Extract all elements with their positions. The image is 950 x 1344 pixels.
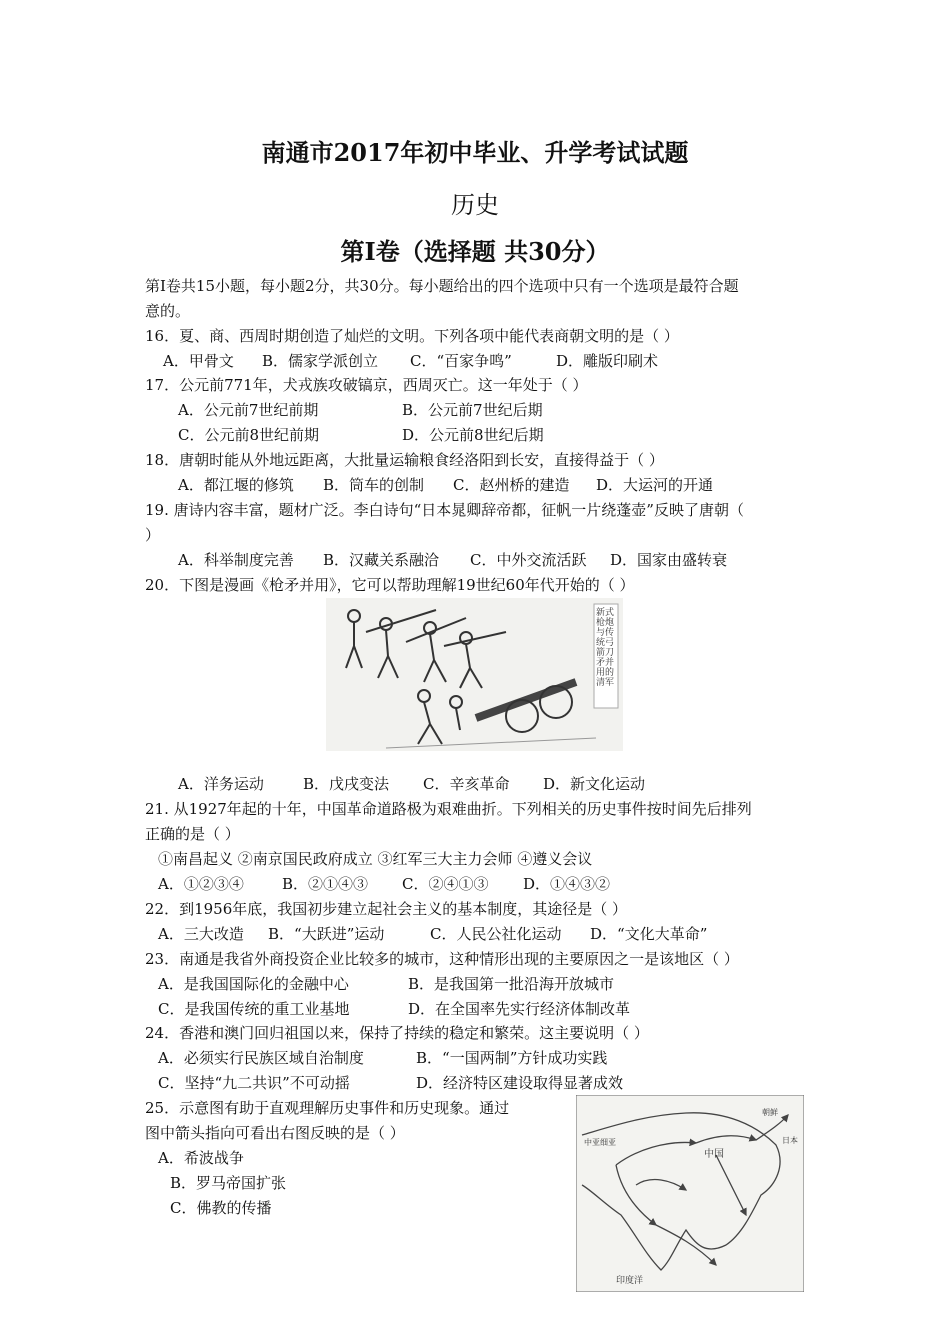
q20-option-c: C．辛亥革命: [423, 775, 510, 793]
q19-option-c: C．中外交流活跃: [470, 551, 587, 569]
q24-option-b: B．“一国两制”方针成功实践: [416, 1049, 608, 1067]
cartoon-image: [326, 598, 623, 751]
q23-option-b: B．是我国第一批沿海开放城市: [408, 975, 615, 993]
q16-stem: 16．夏、商、西周时期创造了灿烂的文明。下列各项中能代表商朝文明的是（ ）: [145, 327, 679, 345]
q24-option-d: D．经济特区建设取得显著成效: [416, 1074, 624, 1092]
q22-option-d: D．“文化大革命”: [590, 925, 708, 943]
cartoon-caption: 新式枪炮与传统弓箭刀矛并用的清军: [596, 608, 615, 688]
q19-option-b: B．汉藏关系融洽: [323, 551, 440, 569]
q18-option-d: D．大运河的开通: [596, 476, 714, 494]
q22-option-a: A．三大改造: [158, 925, 244, 943]
q23-option-a: A．是我国国际化的金融中心: [158, 975, 349, 993]
q24-stem: 24．香港和澳门回归祖国以来，保持了持续的稳定和繁荣。这主要说明（ ）: [145, 1024, 649, 1042]
q19-stem-line-2: ）: [145, 526, 161, 544]
q24-option-a: A．必须实行民族区域自治制度: [158, 1049, 364, 1067]
q17-option-b: B．公元前7世纪后期: [402, 401, 543, 419]
q17-option-c: C．公元前8世纪前期: [178, 426, 320, 444]
q23-option-c: C．是我国传统的重工业基地: [158, 1000, 350, 1018]
exam-title: 南通市2017年初中毕业、升学考试试题: [261, 138, 689, 167]
q20-option-d: D．新文化运动: [543, 775, 646, 793]
cartoon-drawing: [326, 598, 623, 751]
q25-option-c: C．佛教的传播: [170, 1199, 272, 1217]
q25-option-a: A．希波战争: [158, 1149, 244, 1167]
map-label-korea: 朝鲜: [762, 1108, 778, 1117]
q19-option-d: D．国家由盛转衰: [610, 551, 728, 569]
q16-option-a: A．甲骨文: [163, 352, 234, 370]
q18-option-a: A．都江堰的修筑: [178, 476, 294, 494]
q21-stem-line-1: 21. 从1927年起的十年，中国革命道路极为艰难曲折。下列相关的历史事件按时间先后排列: [145, 800, 752, 818]
q23-option-d: D．在全国率先实行经济体制改革: [408, 1000, 631, 1018]
instructions-line-2: 意的。: [145, 302, 191, 320]
q21-option-c: C．②④①③: [402, 875, 489, 893]
map-label-central-asia: 中亚细亚: [584, 1138, 616, 1147]
q21-stem-line-2: 正确的是（ ）: [145, 825, 240, 843]
map-label-indian-ocean: 印度洋: [616, 1276, 644, 1286]
q19-option-a: A．科举制度完善: [178, 551, 294, 569]
q18-stem: 18．唐朝时能从外地远距离，大批量运输粮食经洛阳到长安，直接得益于（ ）: [145, 451, 664, 469]
q18-option-b: B．筒车的创制: [323, 476, 425, 494]
q25-stem-line-2: 图中箭头指向可看出右图反映的是（ ）: [145, 1124, 405, 1142]
q16-option-b: B．儒家学派创立: [262, 352, 379, 370]
section-title: 第Ⅰ卷（选择题 共30分）: [340, 237, 610, 266]
map-image: [576, 1095, 804, 1292]
spread-map-drawing: [576, 1095, 804, 1292]
q16-option-d: D．雕版印刷术: [556, 352, 659, 370]
q21-event-list: ①南昌起义 ②南京国民政府成立 ③红军三大主力会师 ④遵义会议: [158, 850, 593, 868]
q18-option-c: C．赵州桥的建造: [453, 476, 570, 494]
q19-stem-line-1: 19. 唐诗内容丰富，题材广泛。李白诗句“日本晁卿辞帝都，征帆一片绕蓬壶”反映了唐朝（: [145, 501, 744, 519]
q24-option-c: C．坚持“九二共识”不可动摇: [158, 1074, 350, 1092]
q21-option-d: D．①④③②: [523, 875, 611, 893]
q25-option-b: B．罗马帝国扩张: [170, 1174, 287, 1192]
q16-option-c: C．“百家争鸣”: [410, 352, 512, 370]
map-label-japan: 日本: [782, 1136, 798, 1145]
q25-stem-line-1: 25．示意图有助于直观理解历史事件和历史现象。通过: [145, 1099, 510, 1117]
q17-option-d: D．公元前8世纪后期: [402, 426, 544, 444]
q21-option-a: A．①②③④: [158, 875, 244, 893]
q23-stem: 23．南通是我省外商投资企业比较多的城市，这种情形出现的主要原因之一是该地区（ ）: [145, 950, 739, 968]
q17-stem: 17．公元前771年，犬戎族攻破镐京，西周灭亡。这一年处于（ ）: [145, 376, 588, 394]
q22-option-b: B．“大跃进”运动: [268, 925, 385, 943]
q20-option-b: B．戊戌变法: [303, 775, 390, 793]
q22-option-c: C．人民公社化运动: [430, 925, 562, 943]
map-label-china: 中国: [704, 1149, 724, 1160]
q21-option-b: B．②①④③: [282, 875, 369, 893]
q22-stem: 22．到1956年底，我国初步建立起社会主义的基本制度，其途径是（ ）: [145, 900, 628, 918]
subject-title: 历史: [451, 191, 499, 219]
q17-option-a: A．公元前7世纪前期: [178, 401, 319, 419]
instructions-line-1: 第Ⅰ卷共15小题，每小题2分，共30分。每小题给出的四个选项中只有一个选项是最符合题: [145, 277, 739, 295]
q20-option-a: A．洋务运动: [178, 775, 264, 793]
q20-stem: 20．下图是漫画《枪矛并用》，它可以帮助理解19世纪60年代开始的（ ）: [145, 576, 635, 594]
